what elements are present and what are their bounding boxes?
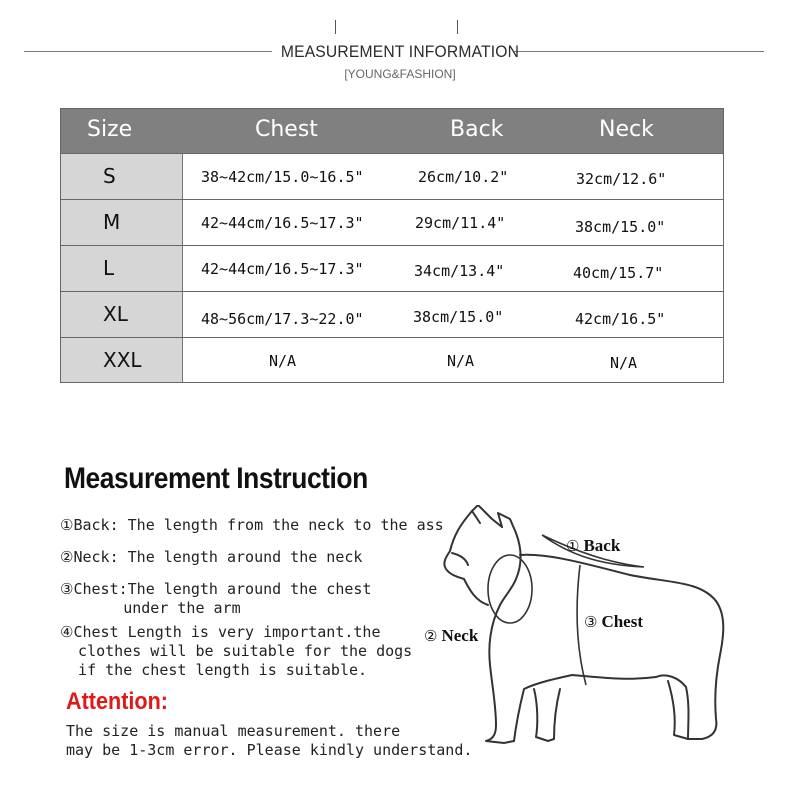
header-tick-left <box>335 20 336 34</box>
size-cell: M <box>61 200 183 245</box>
neck-cell: 32cm/12.6" <box>576 170 667 188</box>
chest-cell: 48~56cm/17.3~22.0" <box>201 310 364 328</box>
back-number-icon: ① <box>566 539 580 555</box>
instruction-title: Measurement Instruction <box>64 462 368 495</box>
instruction-chest: ③Chest:The length around the chest under the arm <box>60 580 372 617</box>
dog-label-back <box>566 536 620 556</box>
back-cell: N/A <box>447 352 475 370</box>
column-header-chest: Chest <box>255 117 318 142</box>
chest-cell: N/A <box>269 352 297 370</box>
dog-label-chest <box>584 612 643 632</box>
back-cell: 34cm/13.4" <box>414 262 505 280</box>
header-rule-left <box>24 51 272 52</box>
page-subtitle: [YOUNG&FASHION] <box>344 67 456 81</box>
table-row <box>61 291 723 337</box>
table-row <box>61 153 723 199</box>
chest-label-text: Chest <box>601 612 644 631</box>
column-header-neck: Neck <box>599 117 654 142</box>
neck-label-text: Neck <box>441 626 479 645</box>
chest-cell: 42~44cm/16.5~17.3" <box>201 214 364 232</box>
size-cell: S <box>61 154 183 199</box>
page-title: MEASUREMENT INFORMATION <box>280 42 520 61</box>
instruction-neck: ②Neck: The length around the neck <box>60 548 363 566</box>
dog-label-neck <box>424 626 478 646</box>
neck-cell: N/A <box>610 354 638 372</box>
back-label-text: Back <box>583 536 621 555</box>
column-header-size: Size <box>87 117 133 142</box>
chest-number-icon: ③ <box>584 615 598 631</box>
neck-number-icon: ② <box>424 629 438 645</box>
instruction-back: ①Back: The length from the neck to the ass <box>60 516 444 534</box>
back-cell: 29cm/11.4" <box>415 214 506 232</box>
attention-title: Attention: <box>66 688 168 715</box>
size-cell: XXL <box>61 338 183 382</box>
instruction-chest-length: ④Chest Length is very important.the clothes will be suitable for the dogs if the chest length is suitable. <box>60 623 413 679</box>
table-row <box>61 245 723 291</box>
neck-cell: 40cm/15.7" <box>573 264 664 282</box>
back-cell: 38cm/15.0" <box>413 308 504 326</box>
back-cell: 26cm/10.2" <box>418 168 509 186</box>
neck-cell: 38cm/15.0" <box>575 218 666 236</box>
table-header <box>61 109 723 153</box>
table-row <box>61 337 723 382</box>
attention-note: The size is manual measurement. there may be 1-3cm error. Please kindly understand. <box>66 722 473 759</box>
size-cell: L <box>61 246 183 291</box>
column-header-back: Back <box>450 117 504 142</box>
size-table <box>60 108 724 383</box>
size-cell: XL <box>61 292 183 337</box>
header-tick-right <box>457 20 458 34</box>
chest-cell: 42~44cm/16.5~17.3" <box>201 260 364 278</box>
neck-cell: 42cm/16.5" <box>575 310 666 328</box>
chest-cell: 38~42cm/15.0~16.5" <box>201 168 364 186</box>
table-row <box>61 199 723 245</box>
